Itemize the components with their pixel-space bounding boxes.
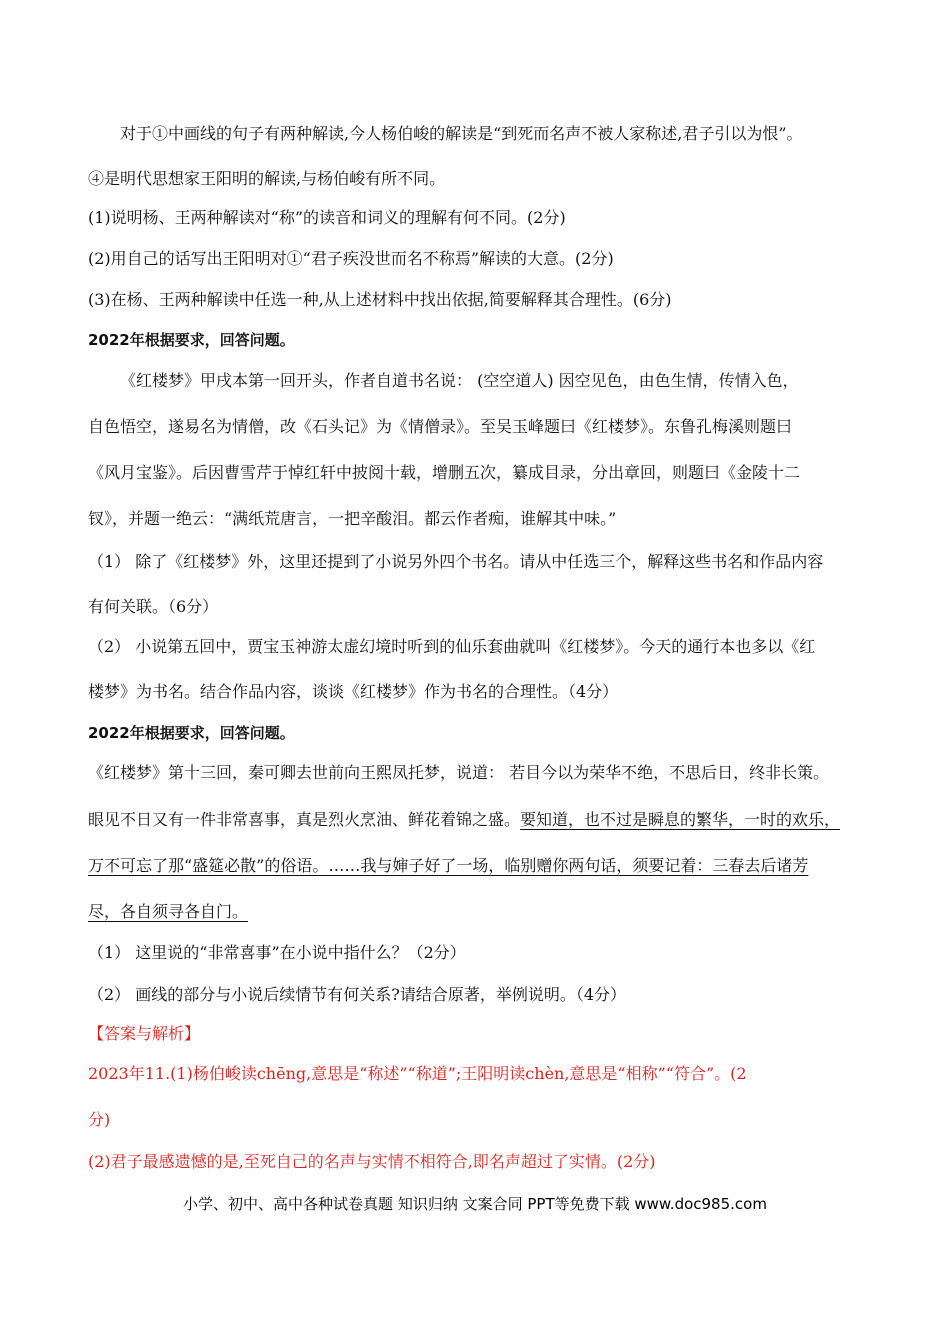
footer-text: 小学、初中、高中各种试卷真题 知识归纳 文案合同 PPT等免费下载 www.doc985.com bbox=[183, 1195, 767, 1213]
question-2023-2: (2)用自己的话写出王阳明对①“君子疾没世而名不称焉”解读的大意。(2分) bbox=[88, 249, 614, 268]
paragraph-2023-intro: 对于①中画线的句子有两种解读,今人杨伯峻的解读是“到死而名声不被人家称述,君子引以为恨”。 bbox=[120, 124, 803, 143]
question-a-2-line-2: 楼梦》为书名。结合作品内容，谈谈《红楼梦》作为书名的合理性。（4分） bbox=[88, 682, 619, 701]
underlined-text-2: 万不可忘了那“盛筵必散”的俗语。……我与婶子好了一场，临别赠你两句话，须要记着：三春去后诸芳 bbox=[88, 856, 809, 875]
section-heading-b: 2022年根据要求，回答问题。 bbox=[88, 724, 295, 742]
question-a-1-line-1: （1） 除了《红楼梦》外，这里还提到了小说另外四个书名。请从中任选三个，解释这些书名和作品内容 bbox=[88, 552, 824, 571]
passage-a-line-1: 《红楼梦》甲戌本第一回开头，作者自道书名说： (空空道人) 因空见色，由色生情，传情入色， bbox=[120, 371, 799, 390]
passage-a-line-3: 《风月宝鉴》。后因曹雪芹于悼红轩中披阅十载，增删五次，纂成目录，分出章回，则题曰《金陵十二 bbox=[88, 463, 801, 482]
passage-a-line-4: 钗》，并题一绝云：“满纸荒唐言，一把辛酸泪。都云作者痴，谁解其中味。” bbox=[88, 509, 617, 528]
question-2023-3: (3)在杨、王两种解读中任选一种,从上述材料中找出依据,简要解释其合理性。(6分) bbox=[88, 290, 672, 309]
question-a-2-line-1: （2） 小说第五回中，贾宝玉神游太虚幻境时听到的仙乐套曲就叫《红楼梦》。今天的通行本也多以《红 bbox=[88, 637, 816, 656]
answer-heading: 【答案与解析】 bbox=[88, 1024, 201, 1043]
question-b-2: （2） 画线的部分与小说后续情节有何关系?请结合原著，举例说明。（4分） bbox=[88, 985, 627, 1004]
underlined-text-1: 要知道，也不过是瞬息的繁华，一时的欢乐， bbox=[520, 810, 841, 829]
passage-b-line-1: 《红楼梦》第十三回，秦可卿去世前向王熙凤托梦，说道： 若目今以为荣华不绝，不思后日，终非长策。 bbox=[88, 763, 830, 782]
answer-2: (2)君子最感遗憾的是,至死自己的名声与实情不相符合,即名声超过了实情。(2分) bbox=[88, 1152, 656, 1171]
passage-b-line-2-plain: 眼见不日又有一件非常喜事，真是烈火烹油、鲜花着锦之盛。 bbox=[88, 810, 521, 829]
paragraph-2023-intro-2: ④是明代思想家王阳明的解读,与杨伯峻有所不同。 bbox=[88, 169, 446, 188]
question-2023-1: (1)说明杨、王两种解读对“称”的读音和词义的理解有何不同。(2分) bbox=[88, 208, 566, 227]
passage-b-line-2 bbox=[88, 809, 878, 831]
passage-a-line-2: 自色悟空，遂易名为情僧，改《石头记》为《情僧录》。至吴玉峰题曰《红楼梦》。东鲁孔梅溪则题曰 bbox=[88, 417, 793, 436]
question-a-1-line-2: 有何关联。（6分） bbox=[88, 597, 219, 616]
section-heading-a: 2022年根据要求，回答问题。 bbox=[88, 331, 295, 349]
answer-1-line-2: 分) bbox=[88, 1110, 111, 1129]
answer-1-line-1: 2023年11.(1)杨伯峻读chēng,意思是“称述”“称道”;王阳明读chèn,意思是“相称”“符合”。(2 bbox=[88, 1064, 747, 1083]
underlined-text-3: 尽，各自须寻各自门。 bbox=[88, 902, 249, 921]
question-b-1: （1） 这里说的“非常喜事”在小说中指什么？（2分） bbox=[88, 943, 466, 962]
